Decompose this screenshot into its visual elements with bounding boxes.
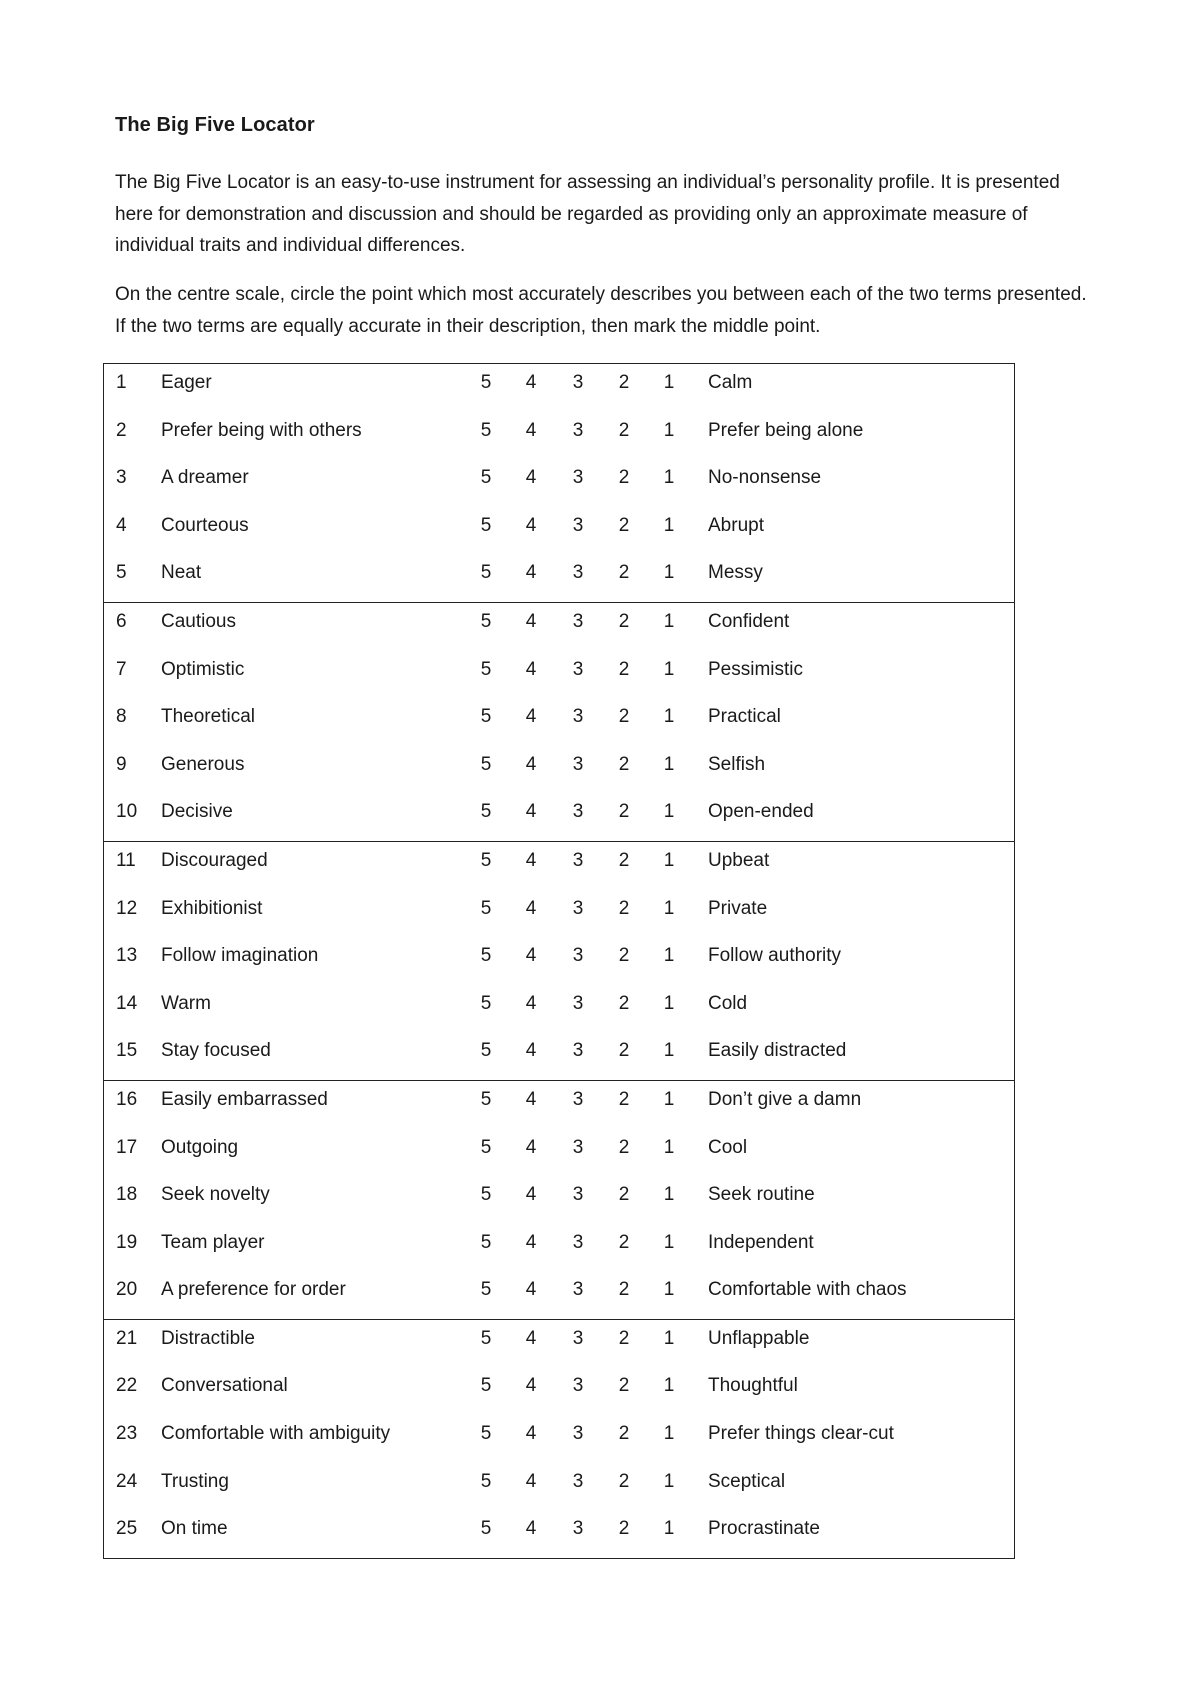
scale-point-3[interactable]: 3 <box>572 1184 584 1206</box>
scale-point-2[interactable]: 2 <box>618 562 630 584</box>
document-title: The Big Five Locator <box>115 114 315 136</box>
scale-point-2[interactable]: 2 <box>618 1184 630 1206</box>
scale-point-5[interactable]: 5 <box>480 1040 492 1062</box>
scale-point-2[interactable]: 2 <box>618 1470 630 1492</box>
scale-point-4[interactable]: 4 <box>525 1518 537 1540</box>
scale-point-3[interactable]: 3 <box>572 706 584 728</box>
item-number: 23 <box>116 1423 138 1445</box>
left-term: Discouraged <box>161 849 268 871</box>
left-term: Cautious <box>161 610 236 632</box>
scale-point-4[interactable]: 4 <box>525 1040 537 1062</box>
item-number: 18 <box>116 1184 138 1206</box>
right-term: Independent <box>708 1231 814 1253</box>
right-term: Don’t give a damn <box>708 1088 862 1110</box>
questionnaire-row <box>104 1510 1014 1558</box>
scale-point-5[interactable]: 5 <box>480 1231 492 1253</box>
scale-point-2[interactable]: 2 <box>618 610 630 632</box>
scale-point-1[interactable]: 1 <box>663 514 675 536</box>
item-number: 4 <box>116 514 127 536</box>
scale-point-5[interactable]: 5 <box>480 753 492 775</box>
item-number: 2 <box>116 419 127 441</box>
instructions-paragraph: On the centre scale, circle the point which most accurately describes you between each of the two terms presented. If the two terms are equally accurate in their description, then mark the middle point. <box>115 284 1087 337</box>
left-term: Distractible <box>161 1327 255 1349</box>
scale-point-2[interactable]: 2 <box>618 1423 630 1445</box>
scale-point-4[interactable]: 4 <box>525 372 537 393</box>
scale-point-3[interactable]: 3 <box>572 1040 584 1062</box>
scale-point-4[interactable]: 4 <box>525 658 537 680</box>
scale-point-2[interactable]: 2 <box>618 945 630 967</box>
left-term: Decisive <box>161 801 233 823</box>
questionnaire-row <box>104 1463 1014 1511</box>
left-term: Exhibitionist <box>161 897 263 919</box>
item-number: 24 <box>116 1470 138 1492</box>
scale-point-4[interactable]: 4 <box>525 1327 537 1349</box>
scale-point-4[interactable]: 4 <box>525 562 537 584</box>
left-term: Optimistic <box>161 658 245 680</box>
scale-point-3[interactable]: 3 <box>572 1136 584 1158</box>
scale-point-2[interactable]: 2 <box>618 706 630 728</box>
questionnaire-row <box>104 603 1014 651</box>
left-term: On time <box>161 1518 228 1540</box>
scale-point-4[interactable]: 4 <box>525 849 537 871</box>
right-term: Seek routine <box>708 1184 815 1206</box>
scale-point-4[interactable]: 4 <box>525 945 537 967</box>
scale-point-1[interactable]: 1 <box>663 1375 675 1397</box>
right-term: Messy <box>708 562 763 584</box>
scale-point-5[interactable]: 5 <box>480 849 492 871</box>
scale-point-2[interactable]: 2 <box>618 372 630 393</box>
questionnaire-row <box>104 507 1014 555</box>
questionnaire-row <box>104 412 1014 460</box>
right-term: Easily distracted <box>708 1040 847 1062</box>
left-term: Courteous <box>161 514 249 536</box>
scale-point-3[interactable]: 3 <box>572 1375 584 1397</box>
trait-group <box>104 1080 1014 1319</box>
scale-point-5[interactable]: 5 <box>480 419 492 441</box>
item-number: 10 <box>116 801 138 823</box>
scale-point-5[interactable]: 5 <box>480 706 492 728</box>
right-term: Calm <box>708 372 753 393</box>
scale-point-3[interactable]: 3 <box>572 1423 584 1445</box>
scale-point-3[interactable]: 3 <box>572 753 584 775</box>
scale-point-2[interactable]: 2 <box>618 1375 630 1397</box>
left-term: Neat <box>161 562 202 584</box>
scale-point-2[interactable]: 2 <box>618 1518 630 1540</box>
scale-point-2[interactable]: 2 <box>618 849 630 871</box>
questionnaire-row <box>104 459 1014 507</box>
scale-point-4[interactable]: 4 <box>525 1231 537 1253</box>
questionnaire-row <box>104 1129 1014 1177</box>
scale-point-1[interactable]: 1 <box>663 658 675 680</box>
scale-point-5[interactable]: 5 <box>480 1375 492 1397</box>
left-term: Theoretical <box>161 706 255 728</box>
left-term: Easily embarrassed <box>161 1088 328 1110</box>
scale-point-3[interactable]: 3 <box>572 610 584 632</box>
questionnaire-row <box>104 1320 1014 1368</box>
scale-point-2[interactable]: 2 <box>618 1231 630 1253</box>
item-number: 25 <box>116 1518 138 1540</box>
left-term: Seek novelty <box>161 1184 270 1206</box>
scale-point-1[interactable]: 1 <box>663 945 675 967</box>
scale-point-2[interactable]: 2 <box>618 1279 630 1301</box>
scale-point-3[interactable]: 3 <box>572 992 584 1014</box>
scale-point-5[interactable]: 5 <box>480 1327 492 1349</box>
right-term: Selfish <box>708 753 766 775</box>
scale-point-4[interactable]: 4 <box>525 514 537 536</box>
item-number: 7 <box>116 658 127 680</box>
right-term: Practical <box>708 706 781 728</box>
item-number: 11 <box>116 849 136 871</box>
scale-point-5[interactable]: 5 <box>480 1088 492 1110</box>
left-term: Comfortable with ambiguity <box>161 1423 391 1445</box>
questionnaire-row <box>104 1032 1014 1080</box>
scale-point-1[interactable]: 1 <box>663 753 675 775</box>
scale-point-1[interactable]: 1 <box>663 1279 675 1301</box>
scale-point-5[interactable]: 5 <box>480 801 492 823</box>
scale-point-2[interactable]: 2 <box>618 801 630 823</box>
right-term: Prefer things clear-cut <box>708 1423 894 1445</box>
intro-paragraph: The Big Five Locator is an easy-to-use instrument for assessing an individual’s personality profile. It is presented here for demonstration and discussion and should be regarded as providing only an approximate measure of individual traits and individual differences. <box>115 172 1060 256</box>
scale-point-4[interactable]: 4 <box>525 1470 537 1492</box>
scale-point-3[interactable]: 3 <box>572 1279 584 1301</box>
right-term: Abrupt <box>708 514 764 536</box>
questionnaire-row <box>104 793 1014 841</box>
scale-point-3[interactable]: 3 <box>572 1518 584 1540</box>
left-term: A dreamer <box>161 467 249 489</box>
scale-point-4[interactable]: 4 <box>525 1088 537 1110</box>
scale-point-1[interactable]: 1 <box>663 1184 675 1206</box>
scale-point-3[interactable]: 3 <box>572 514 584 536</box>
left-term: Eager <box>161 372 212 393</box>
left-term: Team player <box>161 1231 265 1253</box>
scale-point-1[interactable]: 1 <box>663 1088 675 1110</box>
scale-point-3[interactable]: 3 <box>572 801 584 823</box>
scale-point-3[interactable]: 3 <box>572 1470 584 1492</box>
scale-point-5[interactable]: 5 <box>480 992 492 1014</box>
right-term: Unflappable <box>708 1327 810 1349</box>
scale-point-4[interactable]: 4 <box>525 897 537 919</box>
scale-point-2[interactable]: 2 <box>618 658 630 680</box>
right-term: Pessimistic <box>708 658 804 680</box>
scale-point-5[interactable]: 5 <box>480 658 492 680</box>
scale-point-3[interactable]: 3 <box>572 419 584 441</box>
item-number: 8 <box>116 706 127 728</box>
scale-point-1[interactable]: 1 <box>663 610 675 632</box>
scale-point-2[interactable]: 2 <box>618 753 630 775</box>
scale-point-5[interactable]: 5 <box>480 1184 492 1206</box>
scale-point-4[interactable]: 4 <box>525 1279 537 1301</box>
scale-point-4[interactable]: 4 <box>525 706 537 728</box>
scale-point-2[interactable]: 2 <box>618 1040 630 1062</box>
scale-point-4[interactable]: 4 <box>525 467 537 489</box>
trait-group <box>104 841 1014 1080</box>
scale-point-5[interactable]: 5 <box>480 1279 492 1301</box>
left-term: Stay focused <box>161 1040 271 1062</box>
item-number: 1 <box>116 372 127 393</box>
right-term: Cold <box>708 992 748 1014</box>
scale-point-3[interactable]: 3 <box>572 562 584 584</box>
questionnaire-row <box>104 985 1014 1033</box>
item-number: 5 <box>116 562 127 584</box>
item-number: 9 <box>116 753 127 775</box>
scale-point-5[interactable]: 5 <box>480 467 492 489</box>
scale-point-4[interactable]: 4 <box>525 610 537 632</box>
scale-point-3[interactable]: 3 <box>572 1231 584 1253</box>
scale-point-1[interactable]: 1 <box>663 1231 675 1253</box>
left-term: Follow imagination <box>161 945 319 967</box>
scale-point-4[interactable]: 4 <box>525 801 537 823</box>
item-number: 16 <box>116 1088 138 1110</box>
left-term: Generous <box>161 753 245 775</box>
scale-point-1[interactable]: 1 <box>663 372 675 393</box>
scale-point-4[interactable]: 4 <box>525 1423 537 1445</box>
scale-point-4[interactable]: 4 <box>525 1375 537 1397</box>
scale-point-4[interactable]: 4 <box>525 992 537 1014</box>
right-term: Cool <box>708 1136 748 1158</box>
questionnaire-row <box>104 1224 1014 1272</box>
questionnaire-row <box>104 651 1014 699</box>
scale-point-1[interactable]: 1 <box>663 1136 675 1158</box>
right-term: Comfortable with chaos <box>708 1279 907 1301</box>
right-term: Procrastinate <box>708 1518 820 1540</box>
right-term: Open-ended <box>708 801 814 823</box>
questionnaire-row <box>104 1271 1014 1319</box>
scale-point-1[interactable]: 1 <box>663 467 675 489</box>
scale-point-5[interactable]: 5 <box>480 372 492 393</box>
right-term: No-nonsense <box>708 467 822 489</box>
left-term: A preference for order <box>161 1279 346 1301</box>
scale-point-5[interactable]: 5 <box>480 945 492 967</box>
trait-group <box>104 1319 1014 1558</box>
right-term: Follow authority <box>708 945 842 967</box>
scale-point-3[interactable]: 3 <box>572 658 584 680</box>
scale-point-5[interactable]: 5 <box>480 514 492 536</box>
scale-point-1[interactable]: 1 <box>663 1327 675 1349</box>
scale-point-1[interactable]: 1 <box>663 849 675 871</box>
scale-point-5[interactable]: 5 <box>480 897 492 919</box>
questionnaire-row <box>104 1176 1014 1224</box>
scale-point-1[interactable]: 1 <box>663 897 675 919</box>
questionnaire-row <box>104 1081 1014 1129</box>
scale-point-2[interactable]: 2 <box>618 992 630 1014</box>
questionnaire-row <box>104 937 1014 985</box>
right-term: Upbeat <box>708 849 770 871</box>
item-number: 21 <box>116 1327 138 1349</box>
item-number: 3 <box>116 467 127 489</box>
scale-point-2[interactable]: 2 <box>618 419 630 441</box>
scale-point-5[interactable]: 5 <box>480 610 492 632</box>
scale-point-1[interactable]: 1 <box>663 419 675 441</box>
item-number: 12 <box>116 897 138 919</box>
scale-point-1[interactable]: 1 <box>663 801 675 823</box>
scale-point-3[interactable]: 3 <box>572 897 584 919</box>
scale-point-3[interactable]: 3 <box>572 849 584 871</box>
scale-point-4[interactable]: 4 <box>525 753 537 775</box>
scale-point-5[interactable]: 5 <box>480 1423 492 1445</box>
left-term: Conversational <box>161 1375 288 1397</box>
scale-point-4[interactable]: 4 <box>525 1136 537 1158</box>
questionnaire-row <box>104 698 1014 746</box>
scale-point-3[interactable]: 3 <box>572 372 584 393</box>
scale-point-1[interactable]: 1 <box>663 1040 675 1062</box>
item-number: 22 <box>116 1375 138 1397</box>
scale-point-1[interactable]: 1 <box>663 706 675 728</box>
item-number: 14 <box>116 992 138 1014</box>
right-term: Confident <box>708 610 790 632</box>
left-term: Warm <box>161 992 211 1014</box>
questionnaire-row <box>104 890 1014 938</box>
scale-point-1[interactable]: 1 <box>663 1423 675 1445</box>
item-number: 15 <box>116 1040 138 1062</box>
right-term: Thoughtful <box>708 1375 798 1397</box>
left-term: Trusting <box>161 1470 229 1492</box>
left-term: Prefer being with others <box>161 419 362 441</box>
scale-point-2[interactable]: 2 <box>618 467 630 489</box>
scale-point-2[interactable]: 2 <box>618 897 630 919</box>
item-number: 13 <box>116 945 138 967</box>
scale-point-4[interactable]: 4 <box>525 1184 537 1206</box>
right-term: Prefer being alone <box>708 419 864 441</box>
item-number: 19 <box>116 1231 138 1253</box>
right-term: Sceptical <box>708 1470 786 1492</box>
scale-point-3[interactable]: 3 <box>572 1088 584 1110</box>
scale-point-5[interactable]: 5 <box>480 562 492 584</box>
item-number: 17 <box>116 1136 138 1158</box>
scale-point-5[interactable]: 5 <box>480 1518 492 1540</box>
questionnaire-row <box>104 554 1014 602</box>
item-number: 20 <box>116 1279 138 1301</box>
questionnaire-row <box>104 1367 1014 1415</box>
scale-point-5[interactable]: 5 <box>480 1470 492 1492</box>
questionnaire-row <box>104 842 1014 890</box>
scale-point-3[interactable]: 3 <box>572 945 584 967</box>
scale-point-3[interactable]: 3 <box>572 1327 584 1349</box>
scale-point-4[interactable]: 4 <box>525 419 537 441</box>
scale-point-2[interactable]: 2 <box>618 1327 630 1349</box>
scale-point-1[interactable]: 1 <box>663 562 675 584</box>
scale-point-2[interactable]: 2 <box>618 514 630 536</box>
questionnaire-table <box>103 363 1015 1559</box>
item-number: 6 <box>116 610 127 632</box>
scale-point-2[interactable]: 2 <box>618 1136 630 1158</box>
trait-group <box>104 364 1014 602</box>
scale-point-3[interactable]: 3 <box>572 467 584 489</box>
right-term: Private <box>708 897 768 919</box>
scale-point-1[interactable]: 1 <box>663 1518 675 1540</box>
left-term: Outgoing <box>161 1136 239 1158</box>
scale-point-1[interactable]: 1 <box>663 992 675 1014</box>
questionnaire-row <box>104 1415 1014 1463</box>
scale-point-1[interactable]: 1 <box>663 1470 675 1492</box>
scale-point-5[interactable]: 5 <box>480 1136 492 1158</box>
scale-point-2[interactable]: 2 <box>618 1088 630 1110</box>
questionnaire-row <box>104 746 1014 794</box>
questionnaire-row <box>104 364 1014 412</box>
trait-group <box>104 602 1014 841</box>
